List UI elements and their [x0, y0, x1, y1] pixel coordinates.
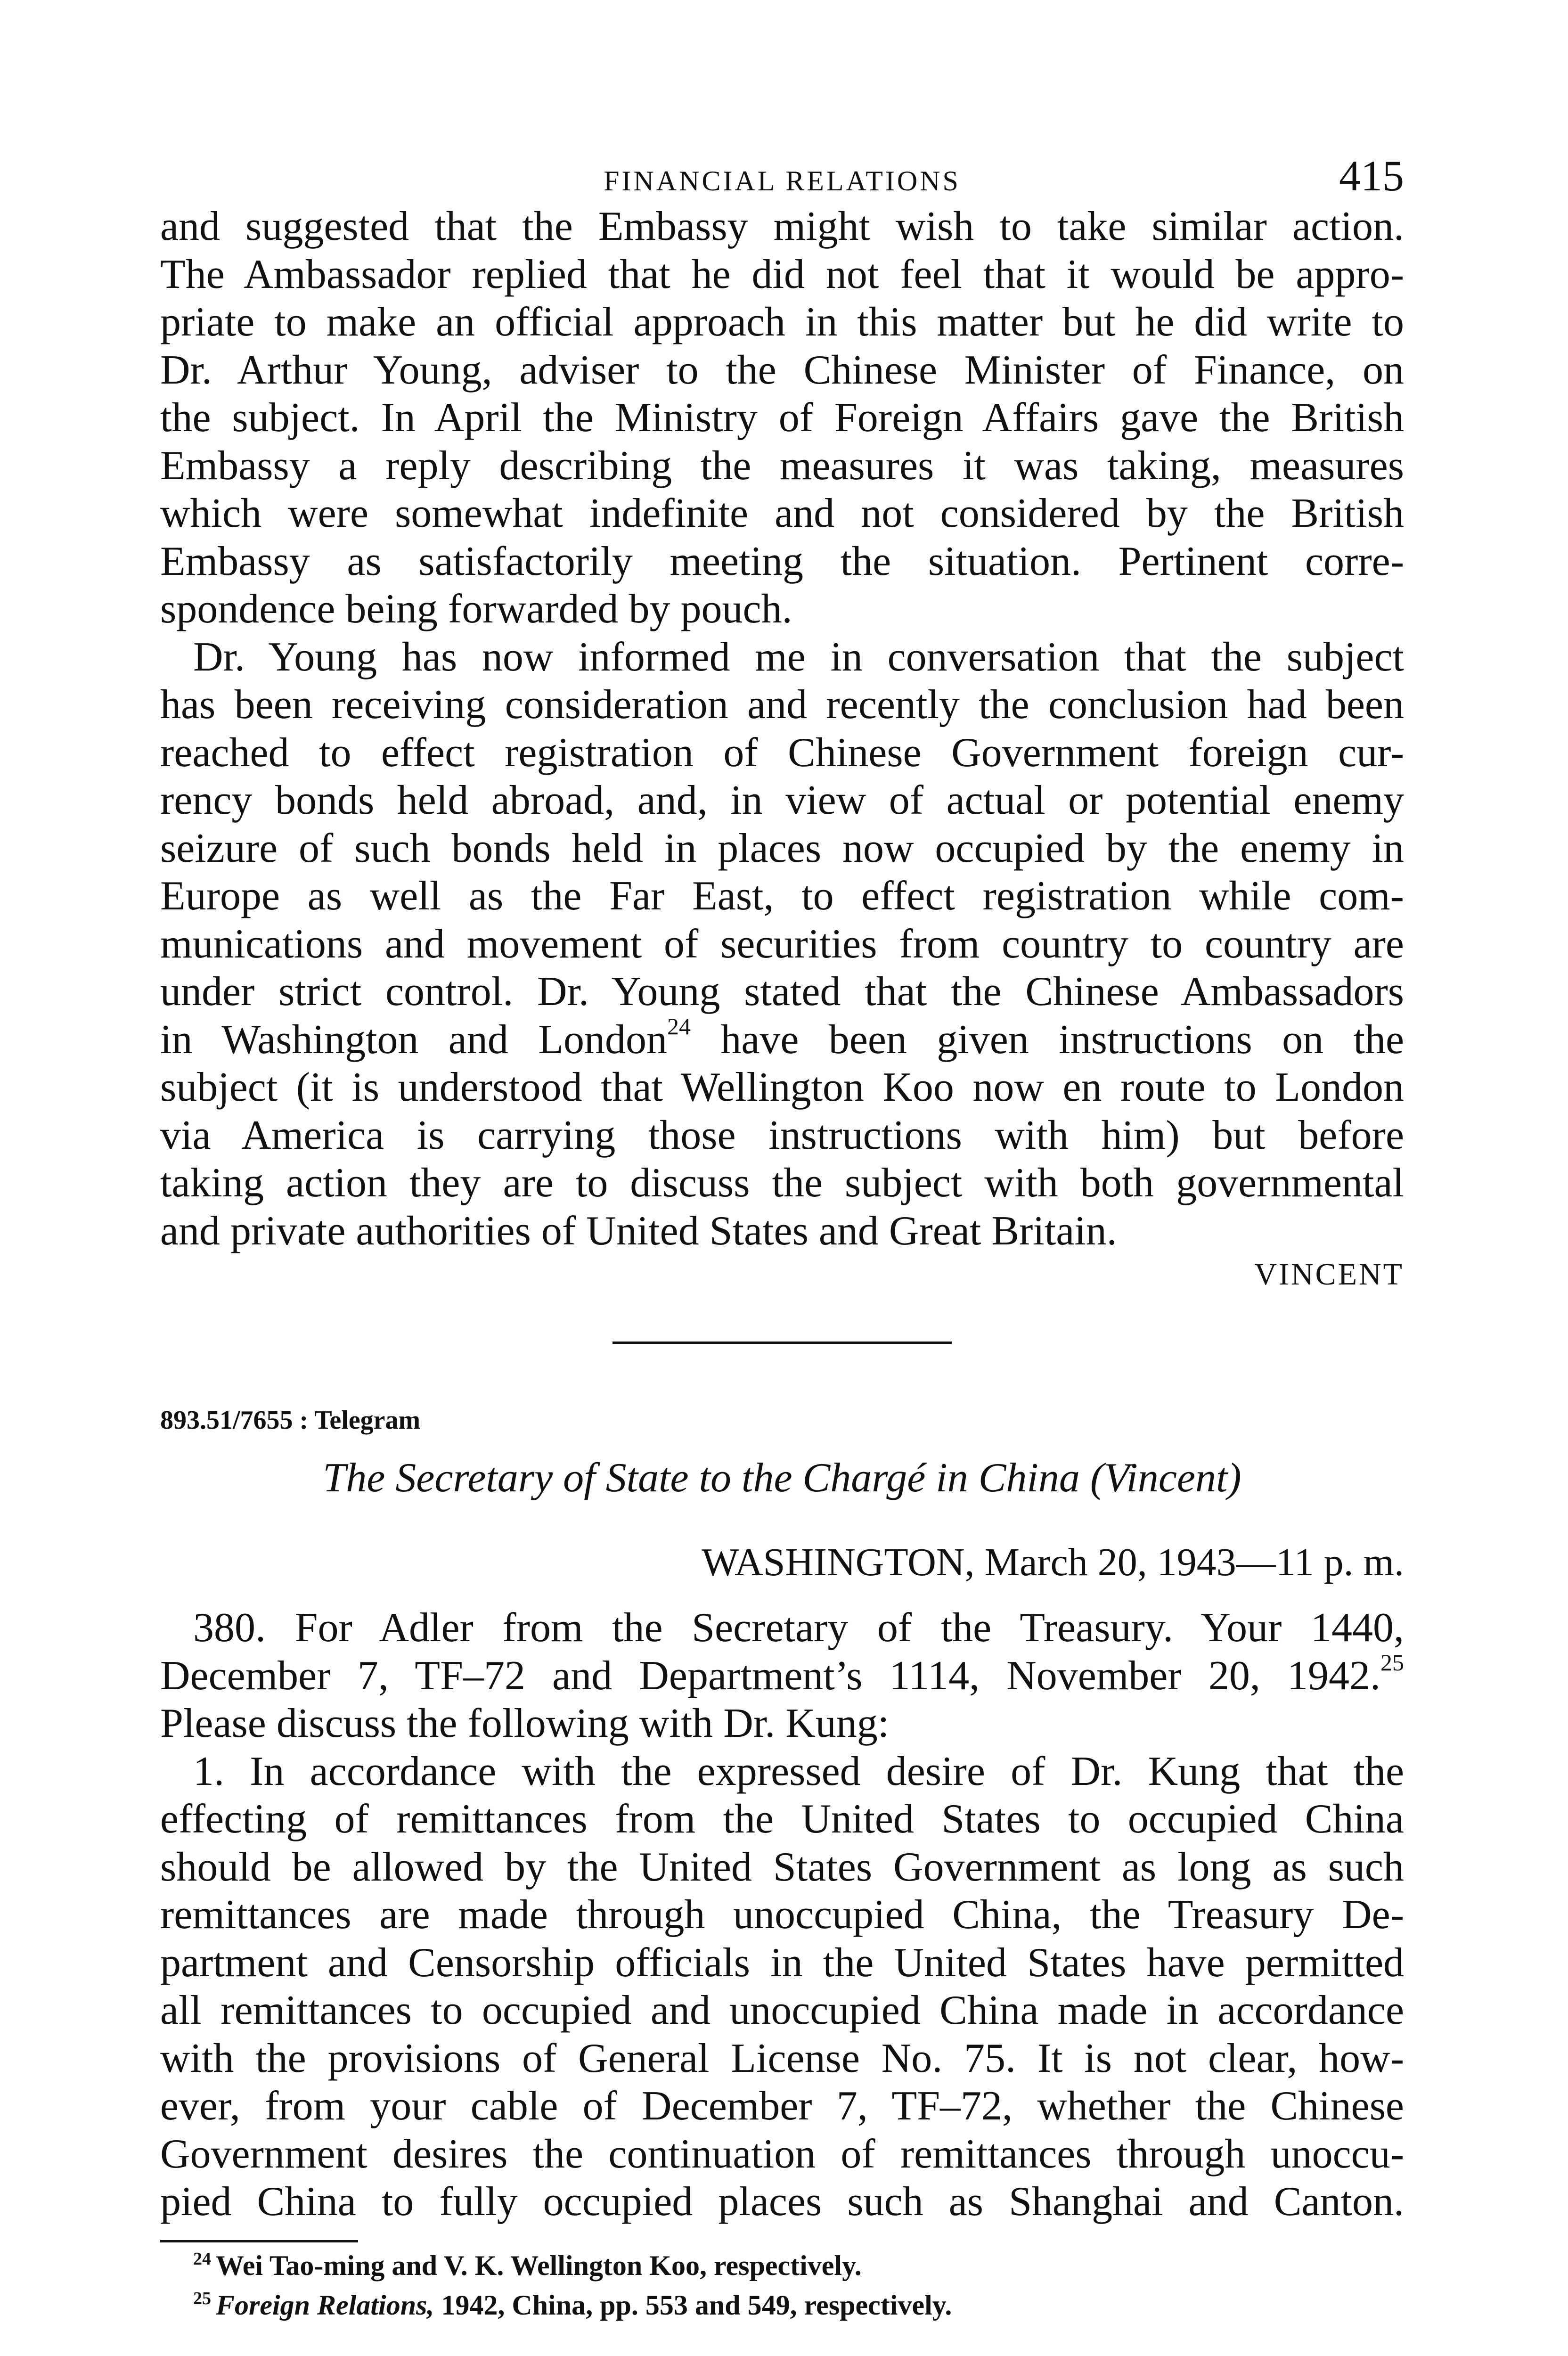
footnote-mark: 25: [193, 2288, 211, 2308]
text-line: should be allowed by the United States Government as long as such: [160, 1844, 1404, 1890]
text-line: Dr. Arthur Young, adviser to the Chinese Minister of Finance, on: [160, 347, 1404, 393]
text-line: which were somewhat indefinite and not considered by the British: [160, 491, 1404, 536]
text-line: with the provisions of General License No. 75. It is not clear, how-: [160, 2035, 1404, 2081]
text-line: 1. In accordance with the expressed desire of Dr. Kung that the: [193, 1748, 1404, 1794]
text-line: the subject. In April the Ministry of Foreign Affairs gave the British: [160, 395, 1404, 441]
text-fragment: in Washington and London: [160, 1016, 667, 1063]
text-line: priate to make an official approach in this matter but he did write to: [160, 299, 1404, 345]
text-line: and suggested that the Embassy might wish to take similar action.: [160, 204, 1404, 249]
text-line: munications and movement of securities from country to country are: [160, 921, 1404, 967]
file-reference: 893.51/7655 : Telegram: [160, 1406, 421, 1435]
text-line: ever, from your cable of December 7, TF–72, whether the Chinese: [160, 2083, 1404, 2129]
section-divider: [612, 1342, 952, 1344]
text-line: subject (it is understood that Wellington Koo now en route to London: [160, 1064, 1404, 1110]
telegram-item-1: [160, 1748, 1404, 2226]
text-line: Dr. Young has now informed me in conversation that the subject: [193, 634, 1404, 680]
letter-paragraph-2: [160, 633, 1404, 1255]
text-line: reached to effect registration of Chinese Government foreign cur-: [160, 729, 1404, 776]
text-line: seizure of such bonds held in places now occupied by the enemy in: [160, 825, 1404, 871]
text-line: via America is carrying those instructions with him) but before: [160, 1112, 1404, 1158]
footnote-25: [193, 2282, 1404, 2322]
text-line: rency bonds held abroad, and, in view of actual or potential enemy: [160, 777, 1404, 823]
text-line: pied China to fully occupied places such as Shanghai and Canton.: [160, 2179, 1404, 2225]
text-line: partment and Censorship officials in the United States have permitted: [160, 1939, 1404, 1986]
footnote-text: 1942, China, pp. 553 and 549, respectively.: [434, 2289, 952, 2321]
footnote-24: [193, 2242, 1404, 2282]
footnote-text: Wei Tao-ming and V. K. Wellington Koo, respectively.: [216, 2250, 862, 2281]
text-line: Government desires the continuation of remittances through unoccu-: [160, 2131, 1404, 2177]
text-line: The Ambassador replied that he did not feel that it would be appro-: [160, 251, 1404, 297]
signature: VINCENT: [1254, 1257, 1404, 1292]
text-fragment: December 7, TF–72 and Department’s 1114, November 20, 1942.: [160, 1652, 1380, 1699]
text-line: taking action they are to discuss the subject with both governmental: [160, 1160, 1404, 1206]
text-line: [160, 1013, 1405, 1064]
letter-paragraph-1: [160, 203, 1404, 633]
text-line: all remittances to occupied and unoccupied China made in accordance: [160, 1988, 1404, 2033]
text-line: spondence being forwarded by pouch.: [160, 586, 792, 632]
running-title: FINANCIAL RELATIONS: [604, 165, 961, 196]
text-line: has been receiving consideration and recently the conclusion had been: [160, 682, 1404, 728]
page-number: 415: [1339, 152, 1404, 200]
footnote-mark: 24: [193, 2249, 211, 2269]
text-fragment: have been given instructions on the: [690, 1016, 1405, 1063]
document-page: [160, 137, 1404, 2322]
document-heading: The Secretary of State to the Chargé in China (Vincent): [323, 1455, 1241, 1501]
running-header: [160, 137, 1404, 203]
text-line: under strict control. Dr. Young stated that the Chinese Ambassadors: [160, 969, 1404, 1014]
footnotes: [160, 2242, 1404, 2322]
dateline: WASHINGTON, March 20, 1943—11 p. m.: [702, 1540, 1404, 1584]
text-line: Please discuss the following with Dr. Kung:: [160, 1701, 890, 1746]
footnote-reference: 25: [1380, 1649, 1404, 1676]
telegram-intro: [160, 1604, 1404, 1748]
text-line: Embassy as satisfactorily meeting the situation. Pertinent corre-: [160, 538, 1404, 584]
text-line: 380. For Adler from the Secretary of the Treasury. Your 1440,: [193, 1605, 1404, 1651]
text-line: Embassy a reply describing the measures it was taking, measures: [160, 442, 1404, 489]
footnote-italic-text: Foreign Relations,: [216, 2289, 434, 2321]
text-line: and private authorities of United States and Great Britain.: [160, 1208, 1117, 1254]
footnote-reference: 24: [667, 1013, 691, 1039]
text-line: effecting of remittances from the United States to occupied China: [160, 1796, 1404, 1842]
text-line: remittances are made through unoccupied China, the Treasury De-: [160, 1892, 1404, 1938]
text-line: [160, 1649, 1404, 1700]
text-line: Europe as well as the Far East, to effect registration while com-: [160, 873, 1404, 919]
